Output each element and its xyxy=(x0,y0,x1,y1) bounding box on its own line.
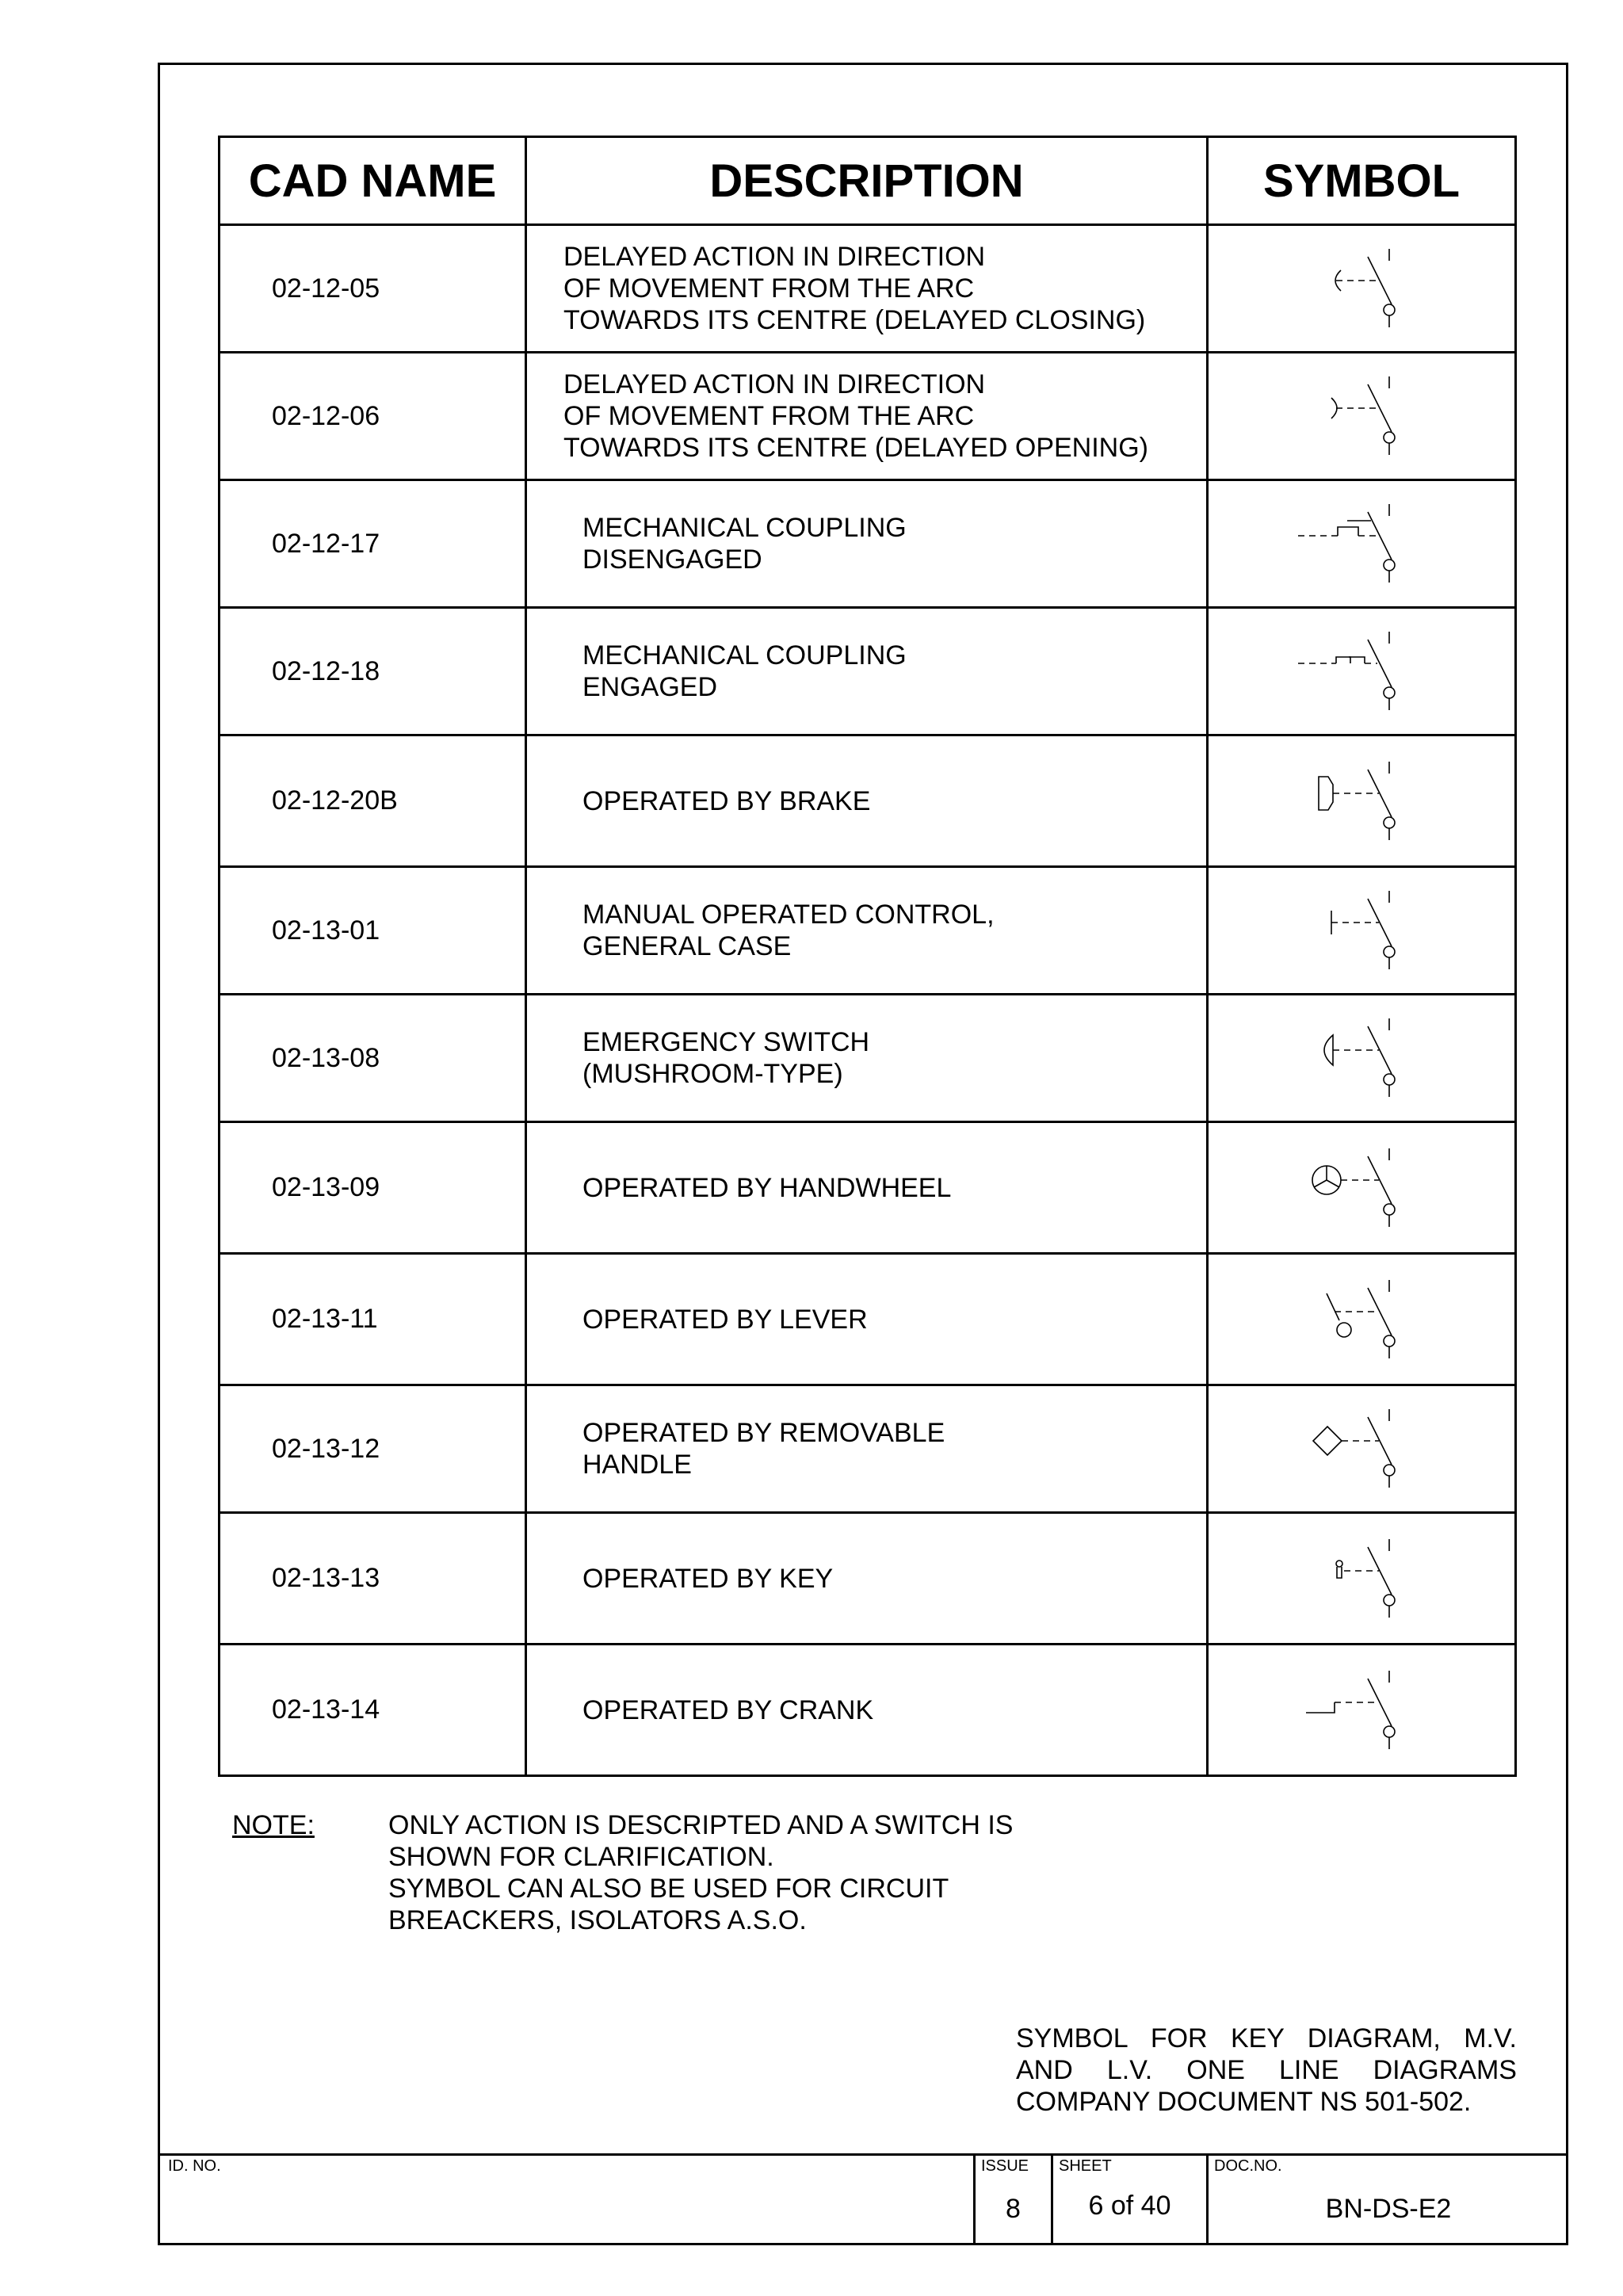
description-line: TOWARDS ITS CENTRE (DELAYED CLOSING) xyxy=(563,305,1146,335)
description-line: TOWARDS ITS CENTRE (DELAYED OPENING) xyxy=(563,433,1149,463)
description-cell xyxy=(526,1122,1208,1254)
description-cell xyxy=(526,867,1208,995)
description-line: MECHANICAL COUPLING xyxy=(582,513,907,543)
description-line: OF MOVEMENT FROM THE ARC xyxy=(563,273,975,304)
note-label: NOTE: xyxy=(232,1810,315,1840)
symbol-cell xyxy=(1208,995,1516,1122)
table-row xyxy=(220,1254,1516,1385)
reference-line: COMPANY DOCUMENT NS 501-502. xyxy=(1016,2087,1472,2117)
description-line: ENGAGED xyxy=(582,672,718,702)
cad-name-cell: 02-12-17 xyxy=(220,480,526,608)
description-line: DELAYED ACTION IN DIRECTION xyxy=(563,242,986,272)
symbol-cell xyxy=(1208,735,1516,867)
cad-name-cell: 02-13-08 xyxy=(220,995,526,1122)
header-symbol: SYMBOL xyxy=(1208,137,1516,225)
title-block-divider xyxy=(158,2153,1568,2156)
cad-name-cell: 02-12-06 xyxy=(220,353,526,480)
symbol-cell xyxy=(1208,225,1516,353)
description-line: OPERATED BY KEY xyxy=(582,1563,834,1594)
table-row xyxy=(220,353,1516,480)
delayed-opening-switch-icon xyxy=(1282,372,1441,460)
header-cad-name: CAD NAME xyxy=(220,137,526,225)
description-line: HANDLE xyxy=(582,1450,692,1480)
symbol-cell xyxy=(1208,867,1516,995)
description-cell xyxy=(526,353,1208,480)
crank-switch-icon xyxy=(1282,1667,1441,1754)
symbol-cell xyxy=(1208,480,1516,608)
description-cell xyxy=(526,480,1208,608)
table-header-row xyxy=(220,137,1516,225)
symbol-cell xyxy=(1208,1513,1516,1645)
description-line: EMERGENCY SWITCH xyxy=(582,1027,870,1057)
removable-handle-switch-icon xyxy=(1282,1405,1441,1492)
description-cell xyxy=(526,735,1208,867)
cad-name-cell: 02-12-20B xyxy=(220,735,526,867)
note-text xyxy=(388,1809,1102,1936)
note-line: SYMBOL CAN ALSO BE USED FOR CIRCUIT xyxy=(388,1874,949,1904)
cad-name-cell: 02-12-18 xyxy=(220,608,526,735)
coupling-disengaged-switch-icon xyxy=(1282,500,1441,587)
id-number-label: ID. NO. xyxy=(168,2157,221,2175)
description-cell xyxy=(526,1645,1208,1776)
document-number-label: DOC.NO. xyxy=(1214,2157,1282,2175)
description-cell xyxy=(526,1385,1208,1513)
description-line: (MUSHROOM-TYPE) xyxy=(582,1059,843,1089)
note-line: BREACKERS, ISOLATORS A.S.O. xyxy=(388,1905,807,1935)
delayed-closing-switch-icon xyxy=(1282,245,1441,332)
cad-name-cell: 02-13-09 xyxy=(220,1122,526,1254)
table-row xyxy=(220,1645,1516,1776)
coupling-engaged-switch-icon xyxy=(1282,628,1441,715)
description-cell xyxy=(526,1254,1208,1385)
cad-name-cell: 02-13-12 xyxy=(220,1385,526,1513)
table-row xyxy=(220,225,1516,353)
cad-name-cell: 02-13-14 xyxy=(220,1645,526,1776)
brake-switch-icon xyxy=(1282,758,1441,845)
issue-label: ISSUE xyxy=(981,2157,1029,2175)
symbol-cell xyxy=(1208,1254,1516,1385)
description-line: OF MOVEMENT FROM THE ARC xyxy=(563,401,975,431)
mushroom-emergency-switch-icon xyxy=(1282,1014,1441,1102)
symbol-cell xyxy=(1208,1645,1516,1776)
note-line: SHOWN FOR CLARIFICATION. xyxy=(388,1842,774,1872)
description-cell xyxy=(526,608,1208,735)
table-row xyxy=(220,735,1516,867)
description-line: MANUAL OPERATED CONTROL, xyxy=(582,900,995,930)
table-row xyxy=(220,995,1516,1122)
table-row xyxy=(220,1513,1516,1645)
note-line: ONLY ACTION IS DESCRIPTED AND A SWITCH IS xyxy=(388,1810,1014,1840)
cad-name-cell: 02-13-11 xyxy=(220,1254,526,1385)
description-cell xyxy=(526,995,1208,1122)
symbol-cell xyxy=(1208,1122,1516,1254)
issue-value: 8 xyxy=(1006,2194,1021,2224)
table-row xyxy=(220,1385,1516,1513)
description-cell xyxy=(526,1513,1208,1645)
cad-name-cell: 02-13-13 xyxy=(220,1513,526,1645)
cad-name-cell: 02-13-01 xyxy=(220,867,526,995)
description-line: OPERATED BY CRANK xyxy=(582,1694,874,1725)
sheet-value: 6 of 40 xyxy=(1088,2191,1171,2221)
description-line: OPERATED BY LEVER xyxy=(582,1304,868,1335)
description-line: GENERAL CASE xyxy=(582,931,792,961)
description-line: MECHANICAL COUPLING xyxy=(582,640,907,670)
description-line: DISENGAGED xyxy=(582,544,762,575)
description-line: OPERATED BY BRAKE xyxy=(582,785,871,816)
table-row xyxy=(220,480,1516,608)
cad-name-cell: 02-12-05 xyxy=(220,225,526,353)
symbol-cell xyxy=(1208,608,1516,735)
table-row xyxy=(220,608,1516,735)
reference-line: SYMBOL FOR KEY DIAGRAM, M.V. xyxy=(1016,2023,1517,2053)
table-row xyxy=(220,1122,1516,1254)
symbol-table xyxy=(218,136,1517,1777)
lever-switch-icon xyxy=(1282,1276,1441,1363)
handwheel-switch-icon xyxy=(1282,1144,1441,1232)
header-description: DESCRIPTION xyxy=(526,137,1208,225)
description-cell xyxy=(526,225,1208,353)
description-line: DELAYED ACTION IN DIRECTION xyxy=(563,369,986,399)
description-line: OPERATED BY REMOVABLE xyxy=(582,1418,945,1448)
reference-line: AND L.V. ONE LINE DIAGRAMS xyxy=(1016,2055,1517,2085)
symbol-cell xyxy=(1208,1385,1516,1513)
reference-text xyxy=(1016,2023,1517,2118)
manual-control-switch-icon xyxy=(1282,887,1441,974)
key-switch-icon xyxy=(1282,1535,1441,1622)
symbol-cell xyxy=(1208,353,1516,480)
description-line: OPERATED BY HANDWHEEL xyxy=(582,1172,952,1203)
document-number-value: BN-DS-E2 xyxy=(1325,2194,1452,2224)
sheet-label: SHEET xyxy=(1059,2157,1112,2175)
table-row xyxy=(220,867,1516,995)
